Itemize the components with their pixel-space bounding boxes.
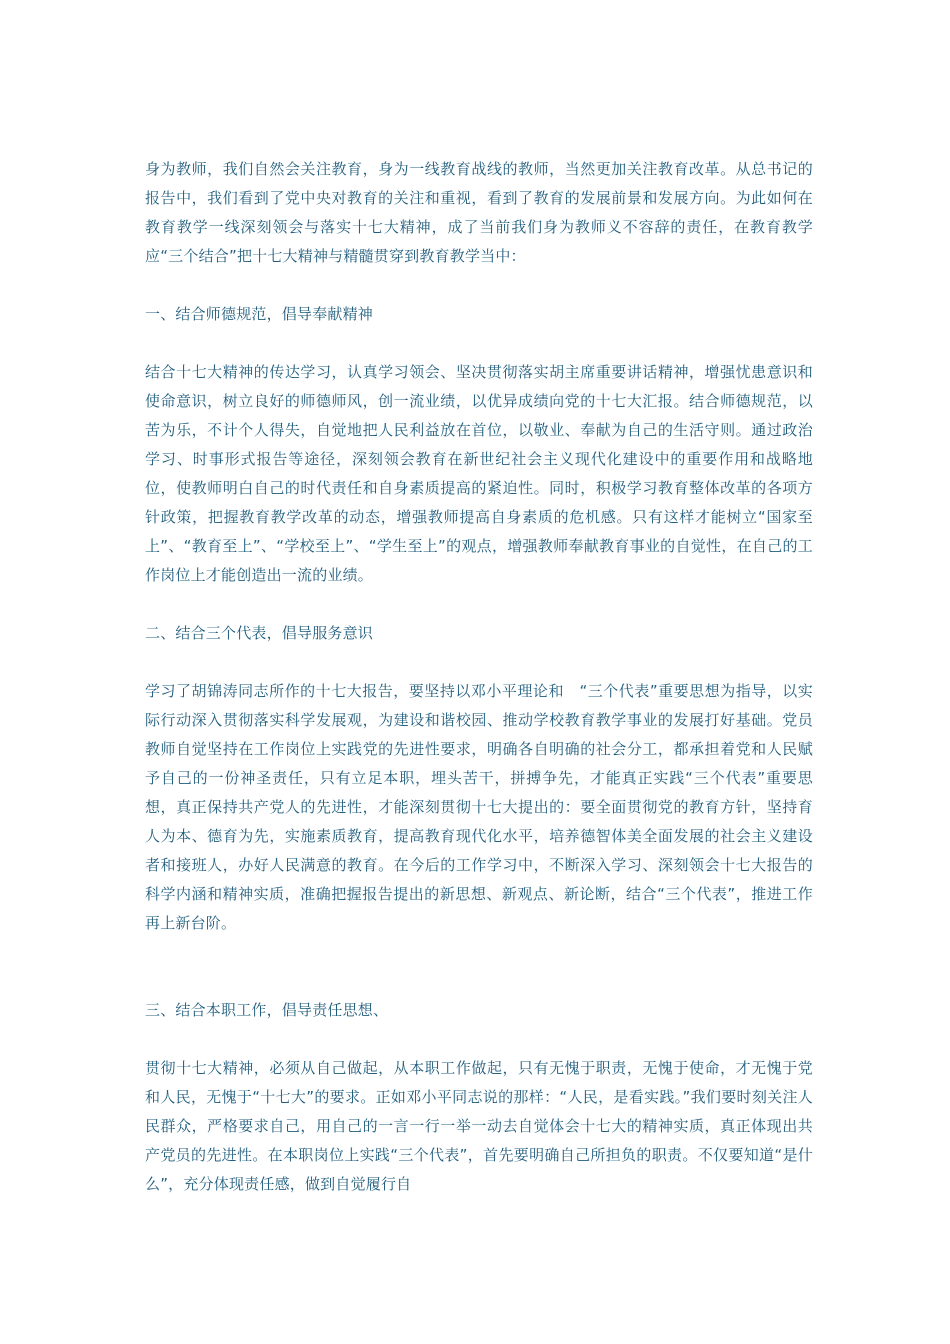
section-1-heading: 一、结合师德规范，倡导奉献精神 [145,305,374,323]
spacer [145,648,813,677]
section-1-paragraph: 结合十七大精神的传达学习，认真学习领会、坚决贯彻落实胡主席重要讲话精神，增强忧患意识和使命意识，树立良好的师德师风，创一流业绩，以优异成绩向党的十七大汇报。结合师德规范，以苦为乐，不计个人得失，自觉地把人民利益放在首位，以敬业、奉献为自己的生活守则。通过政治学习、时事形式报告等途径，深刻领会教育在新世纪社会主义现代化建设中的重要作用和战略地位，使教师明白自己的时代责任和自身素质提高的紧迫性。同时，积极学习教育整体改革的各项方针政策，把握教育教学改革的动态，增强教师提高自身素质的危机感。只有这样才能树立“国家至上”、“教育至上”、“学校至上”、“学生至上”的观点，增强教师奉献教育事业的自觉性，在自己的工作岗位上才能创造出一流的业绩。 [145,363,813,584]
spacer [145,590,813,619]
section-2-heading: 二、结合三个代表，倡导服务意识 [145,624,374,642]
section-3-heading: 三、结合本职工作，倡导责任思想、 [145,1001,389,1019]
section-3-paragraph: 贯彻十七大精神，必须从自己做起，从本职工作做起，只有无愧于职责，无愧于使命，才无愧于党和人民，无愧于“十七大”的要求。正如邓小平同志说的那样：“人民，是看实践。”我们要时刻关注人民群众，严格要求自己，用自己的一言一行一举一动去自觉体会十七大的精神实质，真正体现出共产党员的先进性。在本职岗位上实践“三个代表”，首先要明确自己所担负的职责。不仅要知道“是什么”，充分体现责任感，做到自觉履行自 [145,1059,813,1193]
intro-paragraph: 身为教师，我们自然会关注教育，身为一线教育战线的教师，当然更加关注教育改革。从总书记的报告中，我们看到了党中央对教育的关注和重视，看到了教育的发展前景和发展方向。为此如何在教育教学一线深刻领会与落实十七大精神，成了当前我们身为教师义不容辞的责任，在教育教学应“三个结合”把十七大精神与精髓贯穿到教育教学当中： [145,160,813,265]
spacer [145,1025,813,1054]
spacer [145,938,813,996]
spacer [145,271,813,300]
document-body [145,155,813,1199]
section-2-paragraph: 学习了胡锦涛同志所作的十七大报告，要坚持以邓小平理论和 “三个代表”重要思想为指导，以实际行动深入贯彻落实科学发展观，为建设和谐校园、推动学校教育教学事业的发展打好基础。党员教师自觉坚持在工作岗位上实践党的先进性要求，明确各自明确的社会分工，都承担着党和人民赋予自己的一份神圣责任，只有立足本职，埋头苦干，拼搏争先，才能真正实践“三个代表”重要思想，真正保持共产党人的先进性，才能深刻贯彻十七大提出的：要全面贯彻党的教育方针，坚持育人为本、德育为先，实施素质教育，提高教育现代化水平，培养德智体美全面发展的社会主义建设者和接班人，办好人民满意的教育。在今后的工作学习中，不断深入学习、深刻领会十七大报告的科学内涵和精神实质，准确把握报告提出的新思想、新观点、新论断，结合“三个代表”，推进工作再上新台阶。 [145,682,813,932]
spacer [145,329,813,358]
